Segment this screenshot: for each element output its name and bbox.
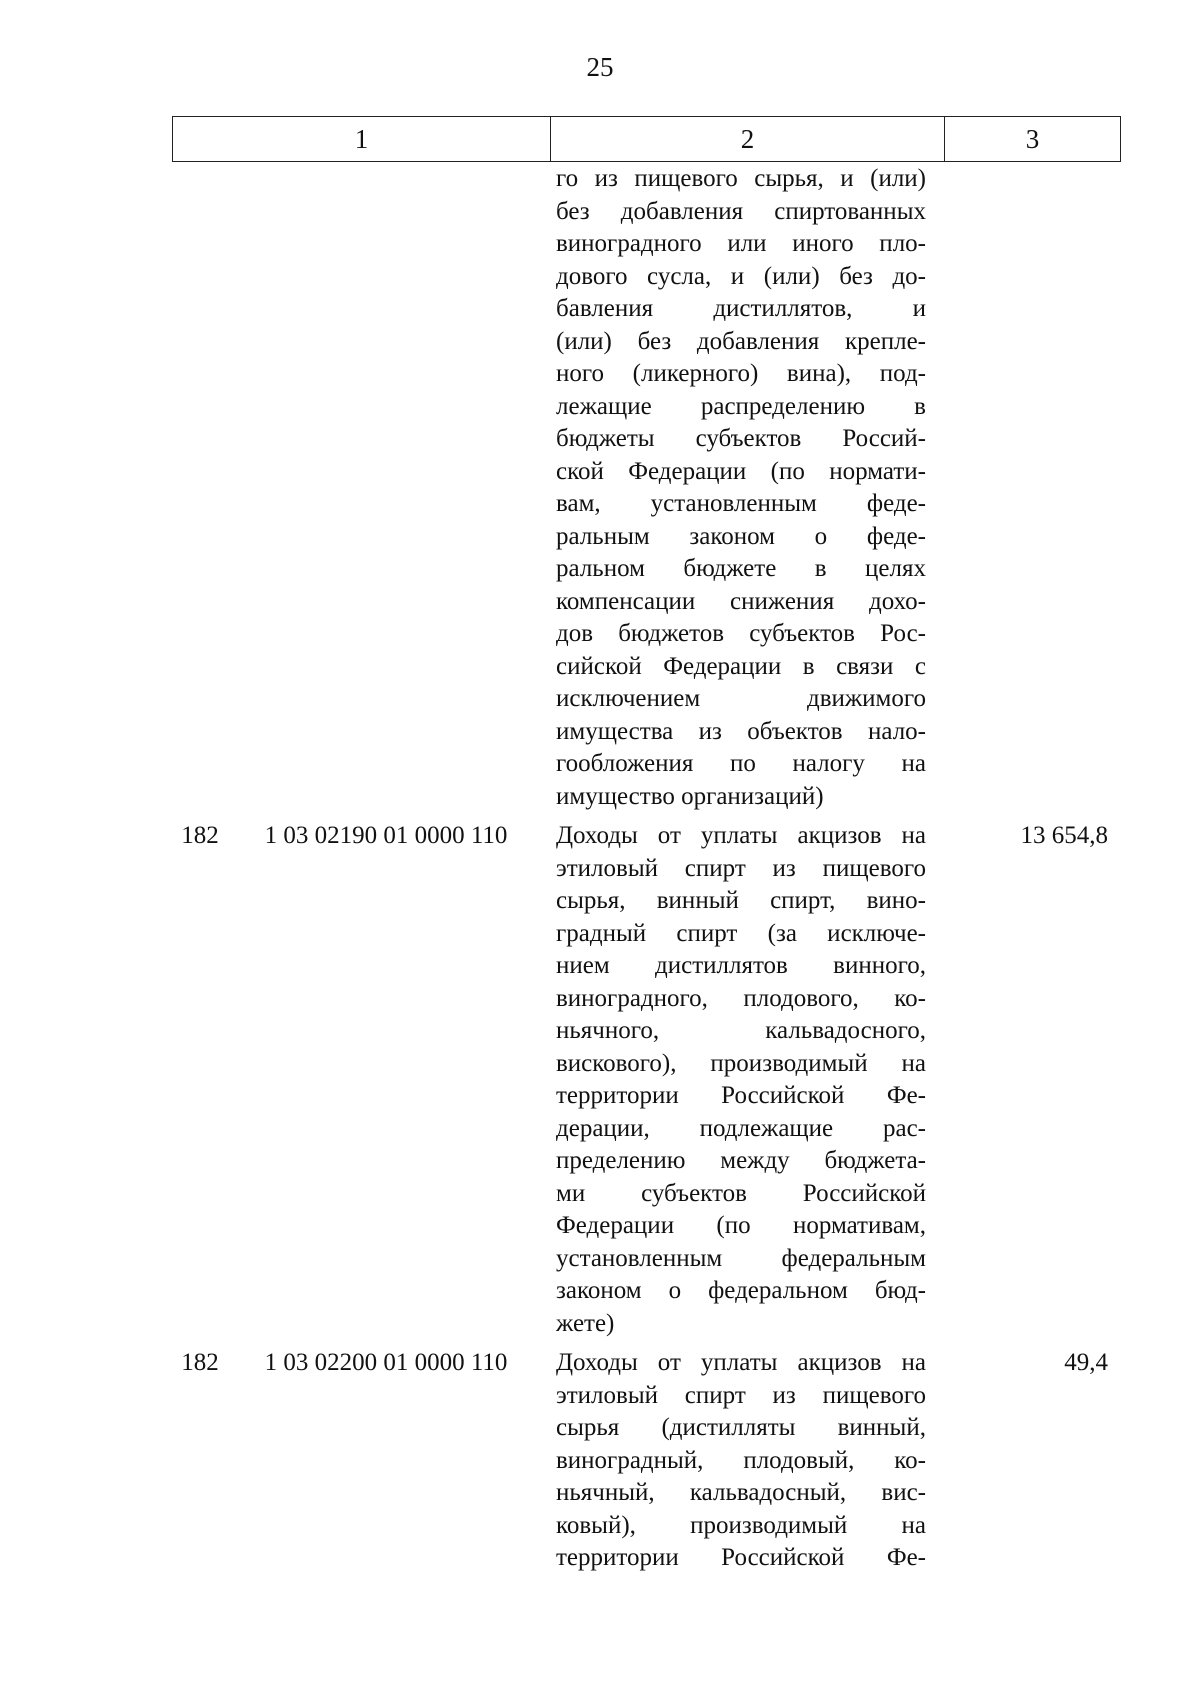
budget-code: 1 03 02200 01 0000 110 [264, 1349, 508, 1376]
description-line: ральном бюджете в целях [556, 555, 926, 582]
description-line: виноградного или иного пло- [556, 230, 926, 257]
description-line: вам, установленным феде- [556, 490, 926, 517]
description-cell [544, 1347, 932, 1575]
description-line: ральным законом о феде- [556, 522, 926, 550]
description-line: (или) без добавления крепле- [556, 327, 926, 355]
admin-code: 182 [181, 822, 219, 849]
description-line: нием дистиллятов винного, [556, 952, 926, 979]
table-row [172, 1347, 1120, 1575]
description-line: пределению между бюджета- [556, 1147, 926, 1174]
description-line: ньячный, кальвадосный, вис- [556, 1479, 926, 1506]
description-line: виноградный, плодовый, ко- [556, 1446, 926, 1474]
description-line: Федерации (по нормативам, [556, 1212, 926, 1239]
description-line: имущества из объектов нало- [556, 717, 926, 745]
description-line: Доходы от уплаты акцизов на [556, 1349, 926, 1376]
description-cell [544, 163, 932, 813]
description-line: этиловый спирт из пищевого [556, 1381, 926, 1409]
description-line: установленным федеральным [556, 1244, 926, 1272]
description-line: дерации, подлежащие рас- [556, 1114, 926, 1142]
description-line: ньячного, кальвадосного, [556, 1017, 926, 1044]
description-line: ного (ликерного) вина), под- [556, 360, 926, 387]
table-header [172, 116, 1121, 162]
code-cell [172, 1347, 544, 1380]
description-line: компенсации снижения дохо- [556, 587, 926, 615]
header-row [173, 117, 1121, 162]
description-line: ми субъектов Российской [556, 1179, 926, 1207]
table-body [172, 163, 1120, 1575]
code-cell [172, 820, 544, 853]
description-line: законом о федеральном бюд- [556, 1277, 926, 1304]
description-line: дов бюджетов субъектов Рос- [556, 620, 926, 647]
amount-cell: 13 654,8 [1020, 822, 1108, 849]
description-line: территории Российской Фе- [556, 1082, 926, 1109]
budget-code: 1 03 02190 01 0000 110 [264, 822, 508, 849]
description-line: сырья (дистилляты винный, [556, 1414, 926, 1441]
description-line: гообложения по налогу на [556, 750, 926, 777]
description-line: го из пищевого сырья, и (или) [556, 165, 926, 192]
description-line: ской Федерации (по нормати- [556, 457, 926, 485]
description-line: Доходы от уплаты акцизов на [556, 822, 926, 849]
description-line: дового сусла, и (или) без до- [556, 262, 926, 290]
description-line: сийской Федерации в связи с [556, 652, 926, 680]
description-line: имущество организаций) [556, 782, 824, 810]
description-line: градный спирт (за исключе- [556, 919, 926, 947]
admin-code: 182 [181, 1349, 219, 1376]
amount-cell: 49,4 [1064, 1349, 1108, 1376]
description-line: без добавления спиртованных [556, 197, 926, 225]
description-line: лежащие распределению в [556, 392, 926, 420]
description-line: ковый), производимый на [556, 1511, 926, 1539]
description-line: территории Российской Фе- [556, 1544, 926, 1571]
description-line: исключением движимого [556, 685, 926, 712]
description-line: этиловый спирт из пищевого [556, 854, 926, 882]
header-col-2: 2 [551, 117, 945, 162]
header-col-3: 3 [945, 117, 1121, 162]
page-number: 25 [586, 52, 614, 82]
description-line: вискового), производимый на [556, 1049, 926, 1077]
description-cell [544, 820, 932, 1340]
table-row [172, 163, 1120, 813]
description-line: бюджеты субъектов Россий- [556, 425, 926, 452]
table-row [172, 820, 1120, 1340]
description-line: жете) [556, 1309, 615, 1337]
description-line: сырья, винный спирт, вино- [556, 887, 926, 914]
description-line: бавления дистиллятов, и [556, 295, 926, 322]
description-line: виноградного, плодового, ко- [556, 984, 926, 1012]
header-col-1: 1 [173, 117, 551, 162]
